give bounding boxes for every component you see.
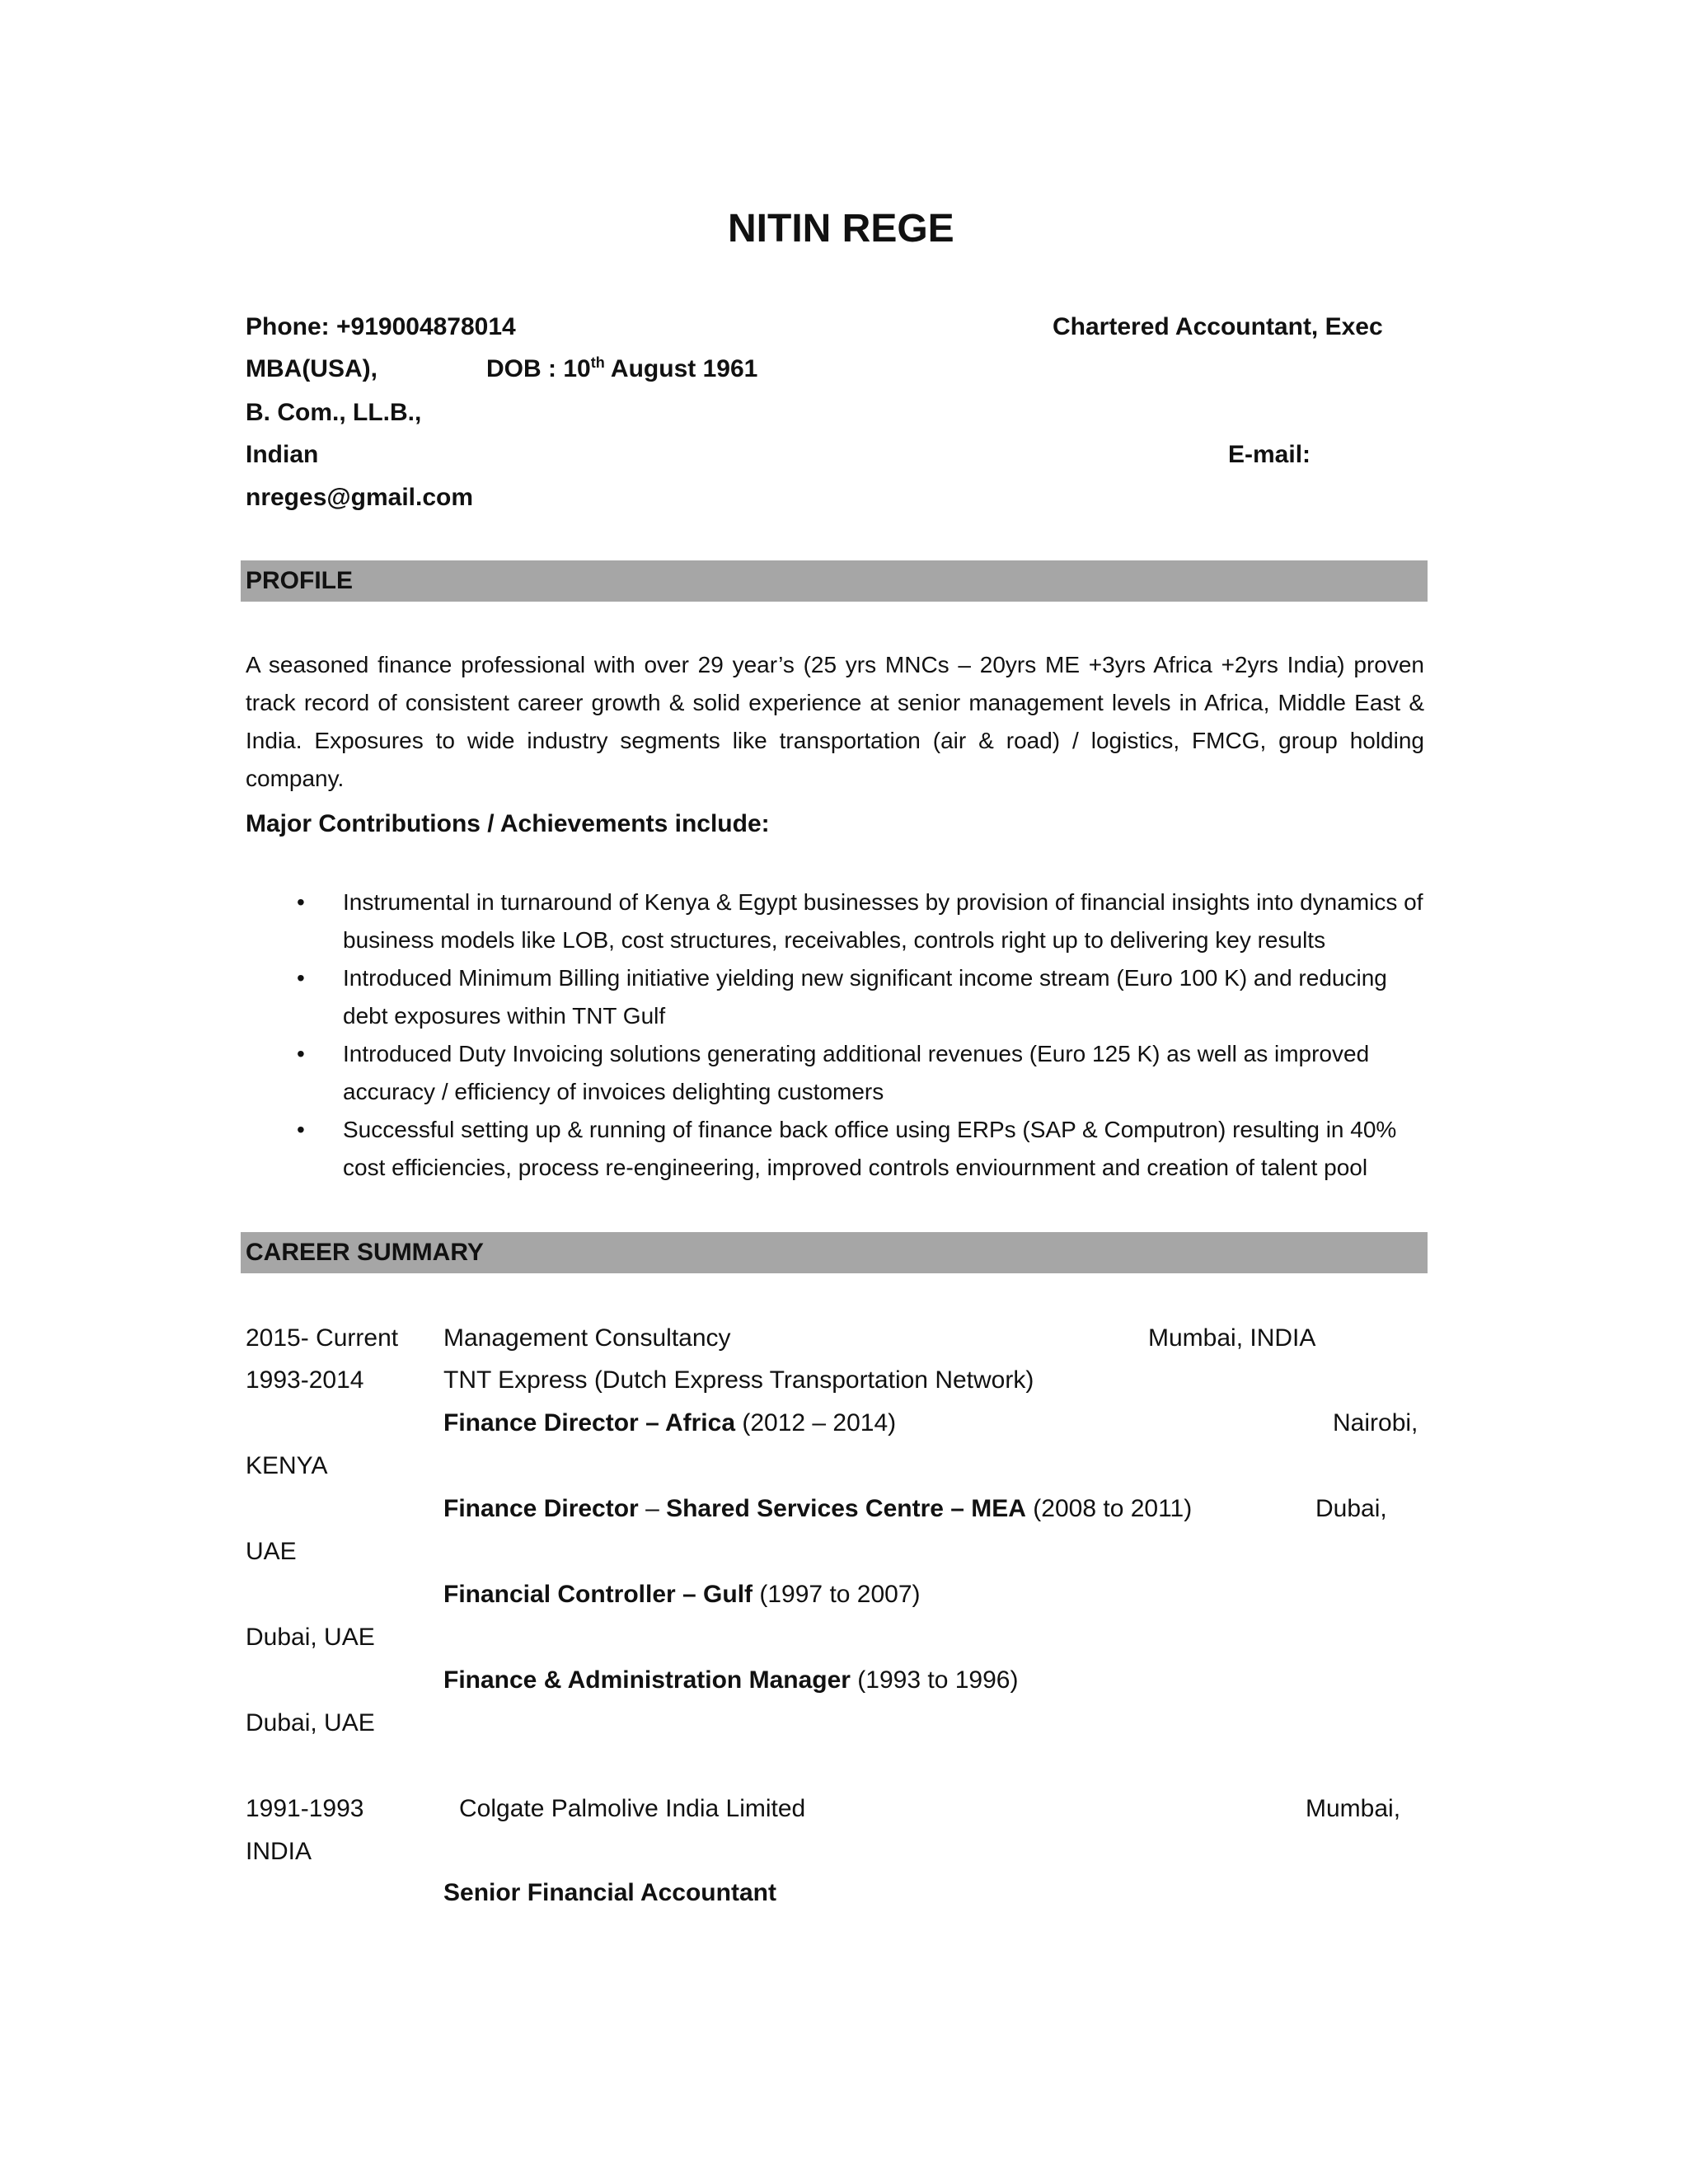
list-item [246, 1035, 1432, 1111]
role-dates: (1993 to 1996) [850, 1666, 1019, 1694]
role-title: Financial Controller – Gulf [443, 1581, 753, 1608]
list-item [246, 883, 1432, 959]
date-of-birth [486, 354, 757, 384]
list-item-text: Introduced Minimum Billing initiative yielding new significant income stream (Euro 100 K) and reducing debt exposures within TNT Gulf [343, 965, 1387, 1029]
role-title: Shared Services Centre – MEA [666, 1495, 1026, 1522]
career-organization: Management Consultancy [443, 1324, 731, 1352]
profile-heading: PROFILE [246, 567, 354, 594]
contributions-heading: Major Contributions / Achievements include: [246, 810, 770, 837]
career-organization: Colgate Palmolive India Limited [459, 1795, 806, 1822]
career-location: Nairobi, [1333, 1409, 1418, 1436]
role-title: Finance Director – Africa [443, 1409, 736, 1436]
list-item-text: Instrumental in turnaround of Kenya & Egypt businesses by provision of financial insights into dynamics of business models like LOB, cost structures, receivables, controls right up to delivering key results [343, 889, 1423, 953]
dob-superscript: th [590, 354, 605, 371]
qualification-bcom: B. Com., LL.B., [246, 399, 422, 426]
role-dates: (2012 – 2014) [735, 1409, 897, 1436]
career-period: 2015- Current [246, 1324, 399, 1352]
candidate-name: NITIN REGE [728, 207, 954, 251]
list-item [246, 959, 1432, 1035]
role-dates: (1997 to 2007) [753, 1581, 921, 1608]
list-item-text: Successful setting up & running of finance back office using ERPs (SAP & Computron) resulting in 40% cost efficiencies, process re-engineering, improved controls enviournment and creation of talent pool [343, 1117, 1397, 1180]
bullet-icon: • [297, 1117, 305, 1142]
career-period: 1991-1993 [246, 1795, 364, 1822]
profile-heading-bar [241, 560, 1428, 602]
dob-prefix: DOB : 10 [486, 355, 591, 382]
phone: Phone: +919004878014 [246, 313, 516, 340]
career-heading-bar [241, 1232, 1428, 1273]
bullet-icon: • [297, 965, 305, 991]
career-location: Mumbai, [1306, 1795, 1401, 1822]
profile-summary: A seasoned finance professional with over 29 year’s (25 yrs MNCs – 20yrs ME +3yrs Africa +2yrs India) proven track record of consistent career growth & solid experience at senior management levels in Africa, Middle East & India. Exposures to wide industry segments like transportation (air & road) / logistics, FMCG, group holding company. [246, 652, 1424, 791]
career-location: Dubai, [1315, 1495, 1387, 1522]
contributions-list [246, 883, 1432, 1187]
role-dates: (2008 to 2011) [1025, 1495, 1193, 1522]
career-location: Dubai, UAE [246, 1624, 375, 1651]
role-title: Finance Director [443, 1495, 639, 1522]
career-organization: TNT Express (Dutch Express Transportation Network) [443, 1366, 1034, 1394]
nationality: Indian [246, 441, 319, 468]
list-item [246, 1111, 1432, 1187]
bullet-icon: • [297, 889, 305, 915]
bullet-icon: • [297, 1041, 305, 1066]
career-role [443, 1408, 896, 1438]
career-location: Dubai, UAE [246, 1709, 375, 1736]
career-role [443, 1666, 1018, 1695]
role-title: Finance & Administration Manager [443, 1666, 851, 1694]
career-location: Mumbai, INDIA [1148, 1324, 1316, 1352]
career-location-continued: INDIA [246, 1838, 312, 1865]
list-item-text: Introduced Duty Invoicing solutions generating additional revenues (Euro 125 K) as well as improved accuracy / efficiency of invoices delighting customers [343, 1041, 1370, 1104]
career-role [443, 1494, 1192, 1524]
career-period: 1993-2014 [246, 1366, 364, 1394]
email-address: nreges@gmail.com [246, 484, 474, 511]
qualification-mba: MBA(USA), [246, 355, 377, 382]
career-role [443, 1580, 921, 1610]
career-role: Senior Financial Accountant [443, 1879, 776, 1906]
dob-suffix: August 1961 [604, 355, 758, 382]
career-location-continued: UAE [246, 1538, 297, 1565]
email-label: E-mail: [1228, 441, 1311, 468]
role-separator: – [638, 1495, 667, 1522]
career-heading: CAREER SUMMARY [246, 1239, 484, 1266]
career-location-continued: KENYA [246, 1452, 328, 1479]
professional-title: Chartered Accountant, Exec [1053, 313, 1383, 340]
